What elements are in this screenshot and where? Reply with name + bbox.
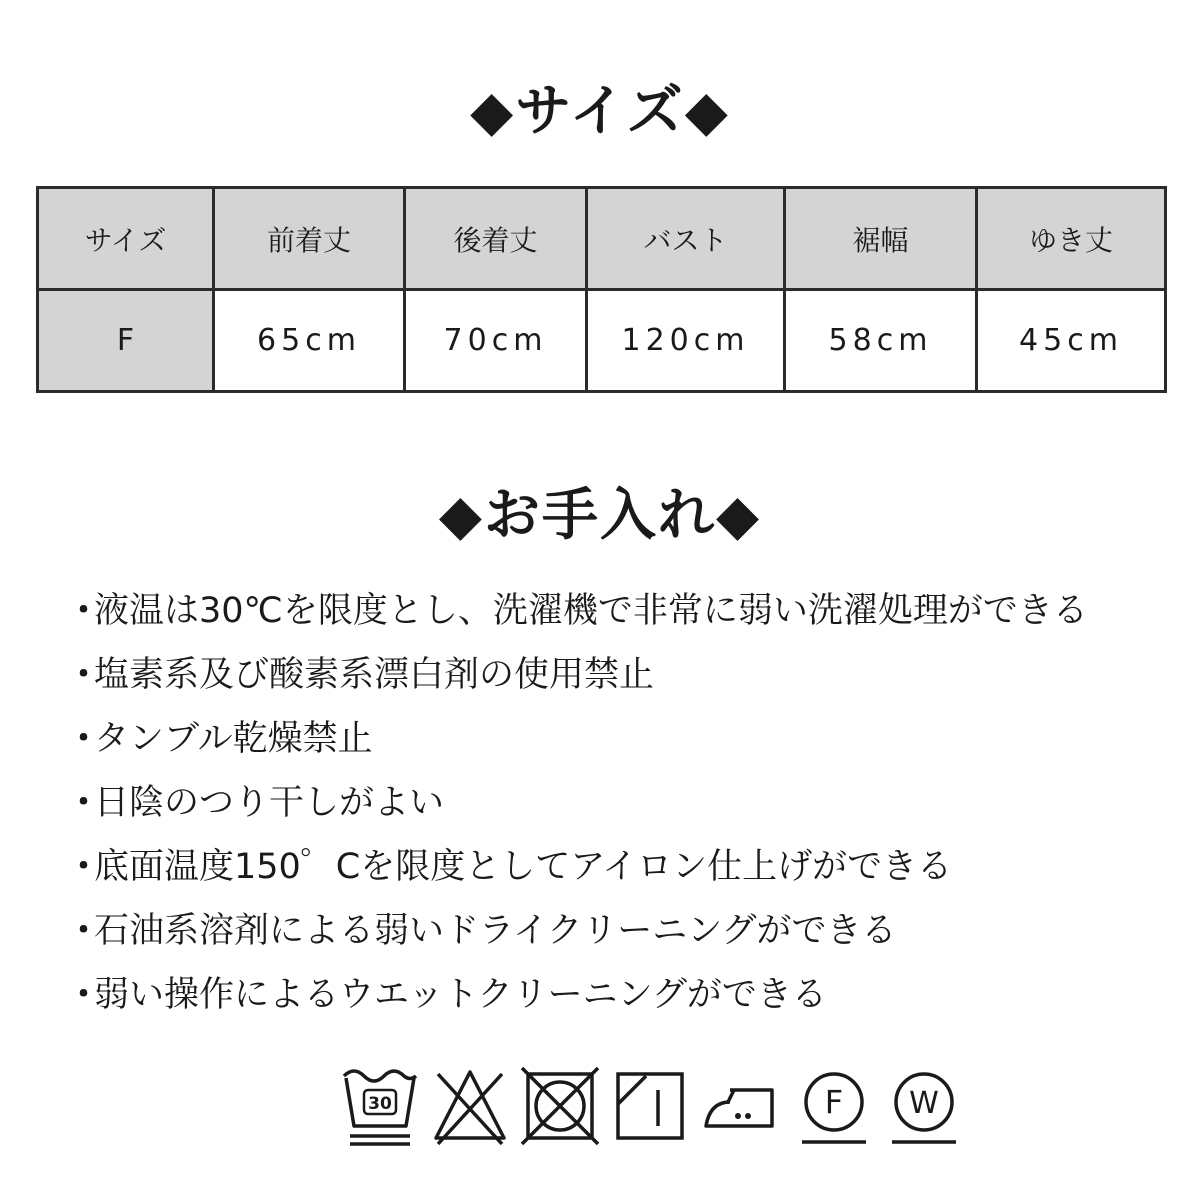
- header-bust: バスト: [587, 188, 785, 290]
- care-item-text: タンブル乾燥禁止: [94, 719, 373, 759]
- cell-sleeve-length: 45cm: [977, 290, 1166, 392]
- care-item: [66, 584, 1186, 648]
- size-table-row: [38, 290, 1166, 392]
- size-table-header-row: [38, 188, 1166, 290]
- header-hem-width: 裾幅: [785, 188, 977, 290]
- iron-medium-icon: [700, 1064, 784, 1148]
- care-item: [66, 648, 1186, 712]
- header-size: サイズ: [38, 188, 214, 290]
- bullet: ・: [66, 719, 102, 759]
- wash-tub-icon: [340, 1064, 420, 1148]
- wash-temp-label: 30: [368, 1094, 392, 1114]
- care-item: [66, 968, 1186, 1032]
- care-heading: ◆お手入れ◆: [438, 483, 762, 548]
- bullet: ・: [66, 911, 102, 951]
- care-item: [66, 712, 1186, 776]
- bullet: ・: [66, 655, 102, 695]
- line-dry-shade-icon: [610, 1064, 690, 1148]
- care-symbols: [340, 1064, 964, 1148]
- cell-front-length: 65cm: [214, 290, 405, 392]
- header-back-length: 後着丈: [405, 188, 587, 290]
- care-item: [66, 840, 1186, 904]
- cell-back-length: 70cm: [405, 290, 587, 392]
- size-heading: ◆サイズ◆: [470, 79, 730, 144]
- care-item-text: 塩素系及び酸素系漂白剤の使用禁止: [94, 655, 655, 695]
- care-item-text: 底面温度150゜Cを限度としてアイロン仕上げができる: [94, 847, 953, 887]
- no-bleach-icon: [430, 1064, 510, 1148]
- header-front-length: 前着丈: [214, 188, 405, 290]
- cell-bust: 120cm: [587, 290, 785, 392]
- care-item-text: 液温は30℃を限度とし、洗濯機で非常に弱い洗濯処理ができる: [94, 591, 1088, 631]
- bullet: ・: [66, 591, 102, 631]
- care-item-text: 弱い操作によるウエットクリーニングができる: [94, 975, 827, 1015]
- care-item: [66, 904, 1186, 968]
- header-sleeve-length: ゆき丈: [977, 188, 1166, 290]
- cell-size: F: [38, 290, 214, 392]
- care-item-text: 日陰のつり干しがよい: [94, 783, 445, 823]
- size-table: [36, 186, 1167, 393]
- bullet: ・: [66, 783, 102, 823]
- dry-clean-letter: F: [824, 1083, 844, 1121]
- care-item: [66, 776, 1186, 840]
- wet-clean-letter: W: [909, 1086, 939, 1121]
- wet-clean-w-icon: [884, 1064, 964, 1148]
- dry-clean-f-icon: [794, 1064, 874, 1148]
- cell-hem-width: 58cm: [785, 290, 977, 392]
- care-list: [66, 584, 1186, 1032]
- bullet: ・: [66, 847, 102, 887]
- no-tumble-dry-icon: [520, 1064, 600, 1148]
- bullet: ・: [66, 975, 102, 1015]
- care-item-text: 石油系溶剤による弱いドライクリーニングができる: [94, 911, 897, 951]
